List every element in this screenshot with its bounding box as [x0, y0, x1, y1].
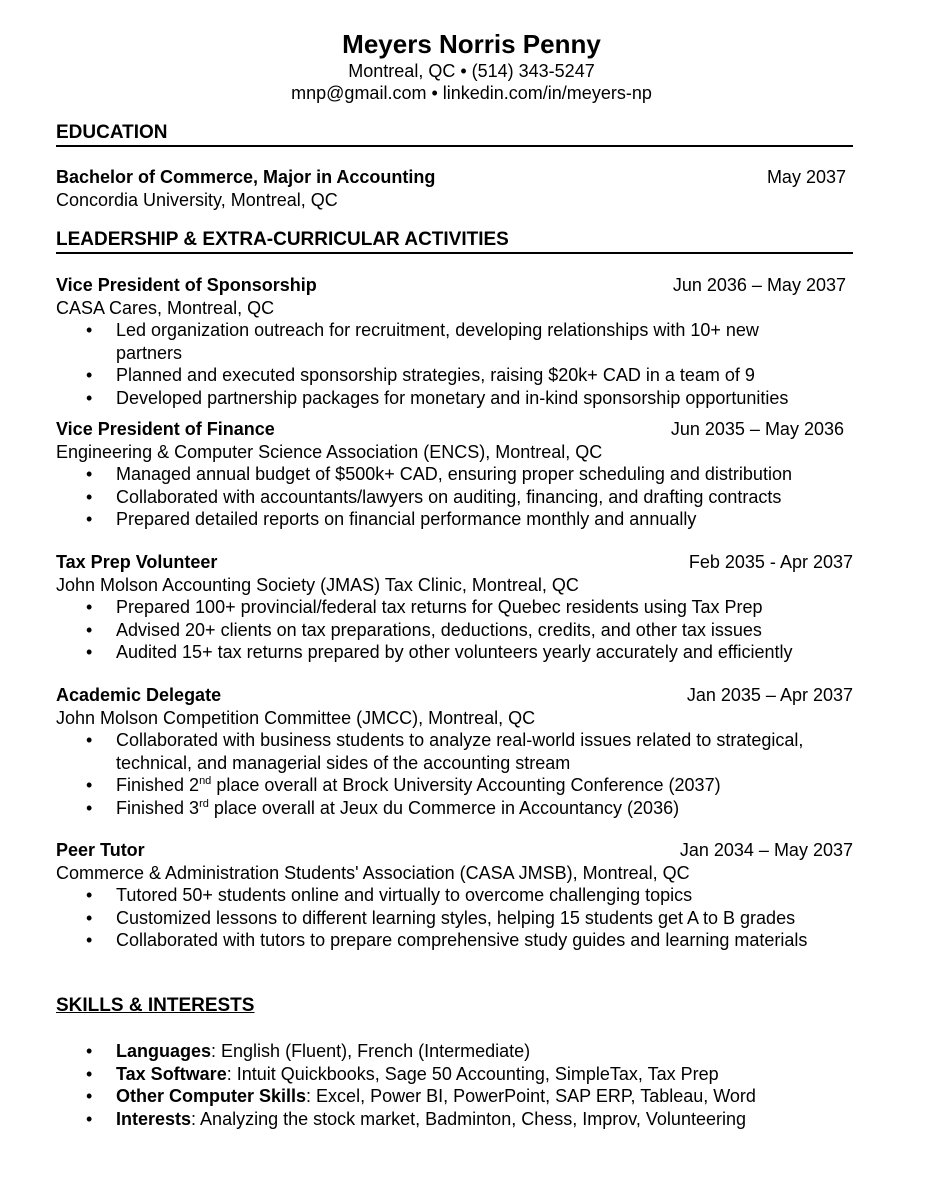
- entry-dates: Jan 2034 – May 2037: [679, 840, 853, 860]
- entry-role: Vice President of Finance: [56, 419, 275, 439]
- entry-bullets: [56, 463, 844, 531]
- bullet-item: • Prepared 100+ provincial/federal tax returns for Quebec residents using Tax Prep: [56, 596, 853, 619]
- bullet-text: place overall at Jeux du Commerce in Accountancy (2036): [208, 797, 680, 818]
- skill-value: : Intuit Quickbooks, Sage 50 Accounting, SimpleTax, Tax Prep: [226, 1063, 719, 1084]
- entry-dates: Jun 2036 – May 2037: [672, 275, 846, 295]
- leadership-heading: LEADERSHIP & EXTRA-CURRICULAR ACTIVITIES: [56, 229, 853, 254]
- skill-item: [56, 1108, 853, 1131]
- entry-dates: Jun 2035 – May 2036: [670, 419, 844, 439]
- email-linkedin: mnp@gmail.com • linkedin.com/in/meyers-np: [291, 83, 652, 103]
- bullet-item: • Advised 20+ clients on tax preparations, deductions, credits, and other tax issues: [56, 619, 853, 642]
- entry-bullets: [56, 596, 853, 664]
- skill-item: [56, 1063, 853, 1086]
- skills-heading: SKILLS & INTERESTS: [56, 995, 255, 1016]
- entry-role: Tax Prep Volunteer: [56, 552, 218, 572]
- bullet-item: • Planned and executed sponsorship strategies, raising $20k+ CAD in a team of 9: [56, 364, 846, 387]
- entry-role: Academic Delegate: [56, 685, 222, 705]
- skill-label: Languages: [116, 1041, 212, 1061]
- skill-value: : English (Fluent), French (Intermediate): [211, 1041, 531, 1061]
- entry-role: Vice President of Sponsorship: [56, 275, 317, 295]
- education-entry: [56, 166, 846, 211]
- bullet-item: [56, 797, 853, 820]
- entry-org: John Molson Accounting Society (JMAS) Tax Clinic, Montreal, QC: [56, 574, 579, 595]
- bullet-text: Finished 2: [116, 775, 200, 795]
- candidate-name: Meyers Norris Penny: [342, 29, 601, 59]
- bullet-item: • Collaborated with tutors to prepare comprehensive study guides and learning materials: [56, 929, 853, 952]
- bullet-item: • Prepared detailed reports on financial performance monthly and annually: [56, 508, 844, 531]
- skill-label: Tax Software: [116, 1063, 227, 1084]
- bullet-text: Finished 3: [116, 797, 200, 818]
- entry-org: CASA Cares, Montreal, QC: [56, 297, 275, 318]
- bullet-item: [56, 774, 853, 797]
- bullet-item: • Customized lessons to different learning styles, helping 15 students get A to B grades: [56, 907, 853, 930]
- skills-bullets: [56, 1040, 853, 1130]
- entry-vp-sponsorship: [56, 274, 846, 409]
- school: Concordia University, Montreal, QC: [56, 189, 338, 210]
- entry-dates: Jan 2035 – Apr 2037: [686, 685, 853, 705]
- education-heading: EDUCATION: [56, 122, 853, 147]
- resume-header: [0, 0, 943, 104]
- degree: Bachelor of Commerce, Major in Accounting: [56, 167, 436, 187]
- entry-academic-delegate: [56, 684, 853, 819]
- skills-list: [56, 1040, 853, 1130]
- bullet-item: • Led organization outreach for recruitment, developing relationships with 10+ new partners: [56, 319, 846, 364]
- entry-tax-prep-volunteer: [56, 551, 853, 664]
- skill-item: [56, 1085, 853, 1108]
- bullet-item: • Audited 15+ tax returns prepared by other volunteers yearly accurately and efficiently: [56, 641, 853, 664]
- entry-dates: Feb 2035 - Apr 2037: [688, 552, 853, 572]
- bullet-item: • Collaborated with accountants/lawyers on auditing, financing, and drafting contracts: [56, 486, 844, 509]
- entry-role: Peer Tutor: [56, 840, 145, 860]
- skill-value: : Analyzing the stock market, Badminton, Chess, Improv, Volunteering: [191, 1108, 746, 1129]
- bullet-item: • Managed annual budget of $500k+ CAD, ensuring proper scheduling and distribution: [56, 463, 844, 486]
- skill-item: [56, 1040, 853, 1063]
- entry-org: John Molson Competition Committee (JMCC), Montreal, QC: [56, 707, 536, 728]
- skill-label: Interests: [116, 1108, 192, 1129]
- bullet-text: place overall at Brock University Accounting Conference (2037): [211, 775, 721, 795]
- entry-peer-tutor: [56, 839, 853, 952]
- location-phone: Montreal, QC • (514) 343-5247: [348, 61, 595, 81]
- bullet-item: • Tutored 50+ students online and virtually to overcome challenging topics: [56, 884, 853, 907]
- bullet-item: • Collaborated with business students to analyze real-world issues related to strategical, technical, and managerial sides of the accounting stream: [56, 729, 853, 774]
- entry-bullets: [56, 884, 853, 952]
- entry-bullets: [56, 319, 846, 409]
- ordinal-suffix: rd: [199, 797, 209, 810]
- entry-vp-finance: [56, 418, 844, 531]
- bullet-item: • Developed partnership packages for monetary and in-kind sponsorship opportunities: [56, 387, 846, 410]
- skill-value: : Excel, Power BI, PowerPoint, SAP ERP, Tableau, Word: [306, 1086, 756, 1106]
- entry-org: Commerce & Administration Students' Association (CASA JMSB), Montreal, QC: [56, 862, 690, 883]
- graduation-date: May 2037: [766, 167, 846, 187]
- skill-label: Other Computer Skills: [116, 1086, 307, 1106]
- entry-bullets: [56, 729, 853, 819]
- entry-org: Engineering & Computer Science Association (ENCS), Montreal, QC: [56, 441, 603, 462]
- ordinal-suffix: nd: [199, 775, 212, 787]
